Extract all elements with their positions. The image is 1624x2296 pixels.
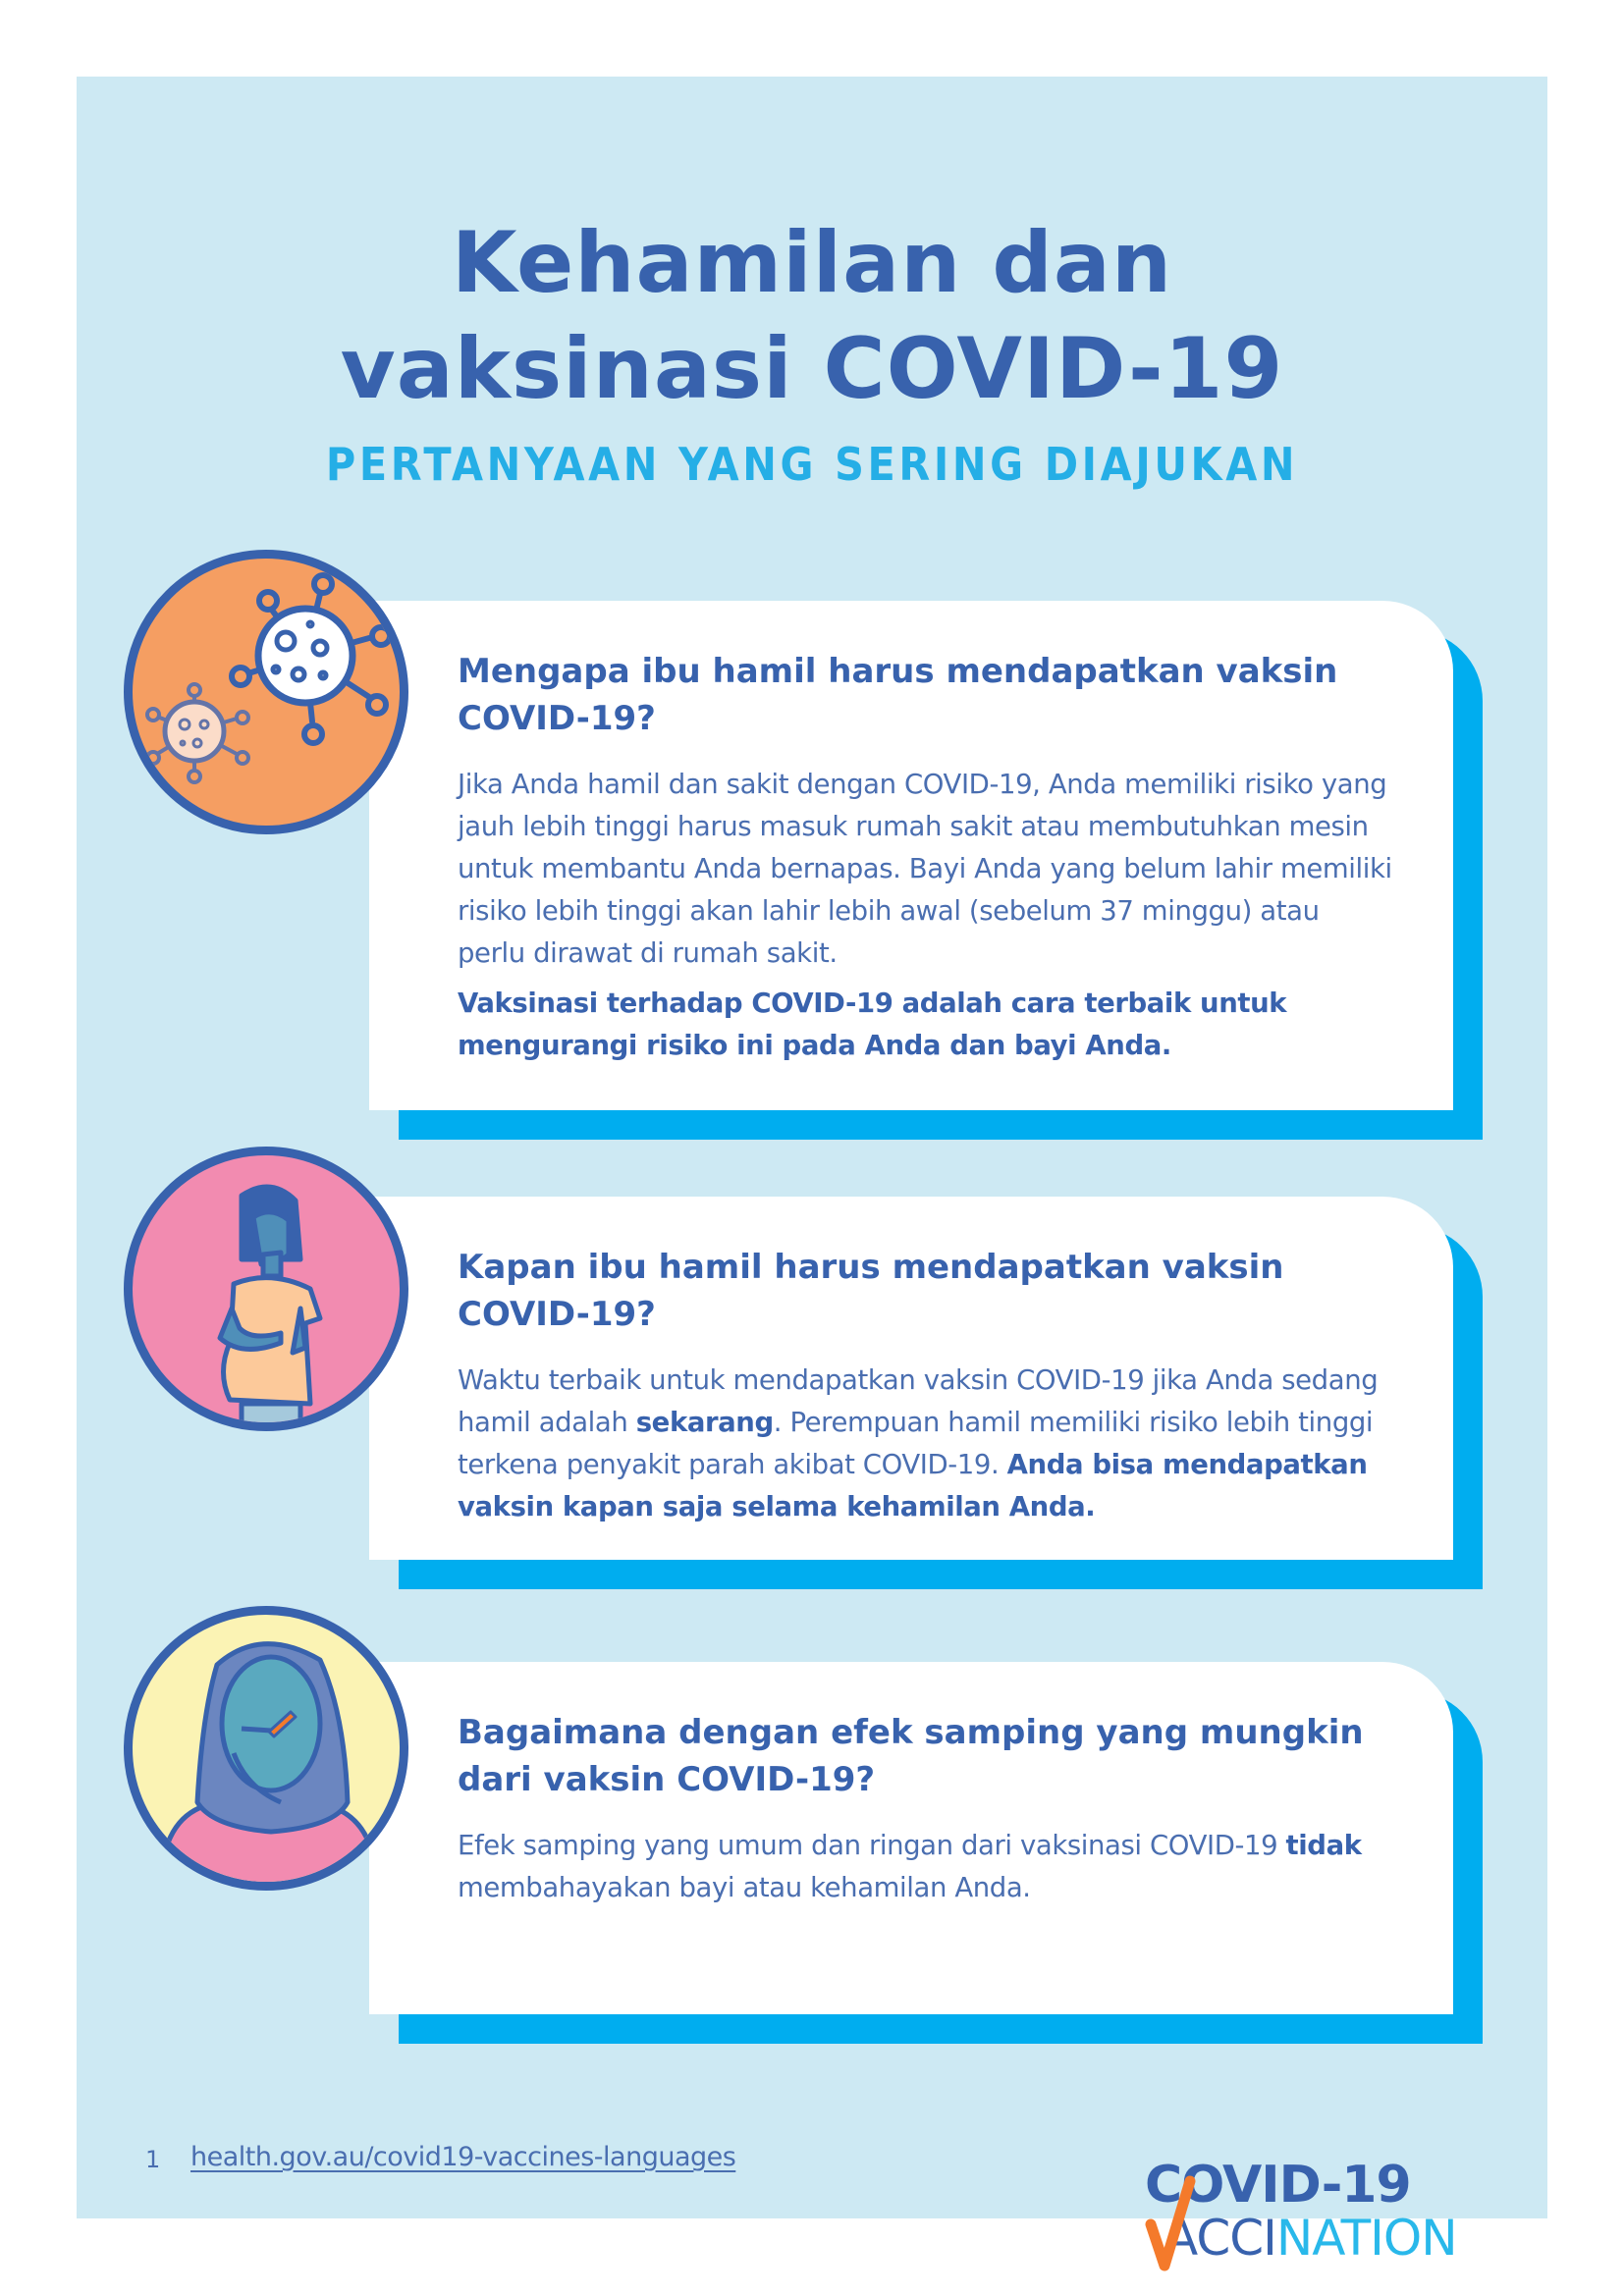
logo-line-1: COVID-19: [1145, 2156, 1411, 2215]
answer-paragraph: [458, 1360, 1394, 1528]
pregnant-woman-illustration: [124, 1147, 408, 1431]
answer-bold-anytime: Anda bisa mendapatkan vaksin kapan saja selama kehamilan Anda.: [458, 1449, 1368, 1522]
poster-page: [77, 77, 1547, 2267]
card-panel: [369, 1197, 1453, 1560]
page-title: [77, 210, 1547, 422]
answer-text: . Perempuan hamil memiliki risiko lebih tinggi terkena penyakit parah akibat COVID-19.: [458, 1407, 1374, 1480]
answer-text: Waktu terbaik untuk mendapatkan vaksin COVID-19 jika Anda sedang hamil adalah: [458, 1364, 1379, 1438]
question-heading: Kapan ibu hamil harus mendapatkan vaksin COVID-19?: [458, 1248, 1284, 1334]
page-number: 1: [145, 2146, 161, 2173]
pregnant-woman-icon: [124, 1147, 408, 1431]
card-panel: [369, 1662, 1453, 2014]
logo-text-nation: NATION: [1275, 2210, 1457, 2267]
answer-paragraph: [458, 1825, 1394, 1909]
faq-card-3: [369, 1662, 1483, 2044]
page-subtitle: PERTANYAAN YANG SERING DIAJUKAN: [325, 438, 1299, 491]
answer-paragraph: Jika Anda hamil dan sakit dengan COVID-19, Anda memiliki risiko yang jauh lebih tinggi harus masuk rumah sakit atau membutuhkan mesin untuk membantu Anda bernapas. Bayi Anda yang belum lahir memiliki risiko lebih tinggi akan lahir lebih awal (sebelum 37 minggu) atau perlu dirawat di rumah sakit.: [458, 769, 1392, 969]
logo-text-acci: ACCI: [1164, 2210, 1276, 2267]
faq-card-2: [369, 1197, 1483, 1589]
card-panel: [369, 601, 1453, 1110]
checkmark-icon: [1145, 2163, 1204, 2271]
woman-hijab-thermometer-icon: [124, 1606, 408, 1891]
title-line-2: vaksinasi COVID-19: [340, 319, 1284, 418]
answer-emphasis: Vaksinasi terhadap COVID-19 adalah cara terbaik untuk mengurangi risiko ini pada Anda dan bayi Anda.: [458, 988, 1287, 1061]
question-heading: Bagaimana dengan efek samping yang mungkin dari vaksin COVID-19?: [458, 1713, 1364, 1799]
title-line-1: Kehamilan dan: [451, 213, 1173, 312]
answer-bold-not: tidak: [1285, 1830, 1362, 1861]
covid19-vaccination-logo: [1145, 2156, 1469, 2271]
virus-illustration: [124, 550, 408, 834]
logo-line-2: [1164, 2209, 1457, 2268]
website-link[interactable]: health.gov.au/covid19-vaccines-languages: [190, 2142, 736, 2172]
woman-hijab-illustration: [124, 1606, 408, 1891]
answer-text: membahayakan bayi atau kehamilan Anda.: [458, 1872, 1031, 1903]
question-heading: Mengapa ibu hamil harus mendapatkan vaksin COVID-19?: [458, 652, 1338, 738]
answer-bold-now: sekarang: [635, 1407, 774, 1438]
answer-text: Efek samping yang umum dan ringan dari vaksinasi COVID-19: [458, 1830, 1286, 1861]
faq-card-1: [369, 601, 1483, 1140]
virus-icon: [124, 550, 408, 834]
